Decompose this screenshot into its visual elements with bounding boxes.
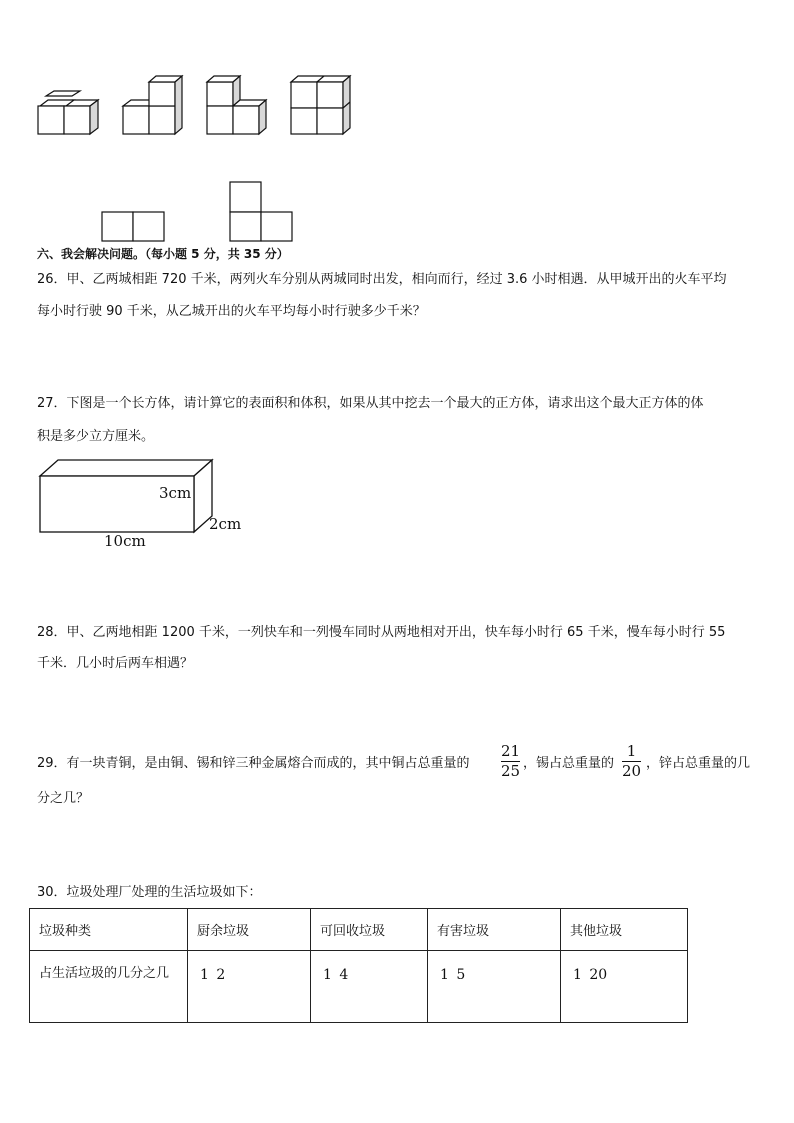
fraction-value	[197, 967, 225, 983]
cube-figures	[30, 72, 360, 142]
cuboid-height-label: 3cm	[159, 484, 192, 502]
table-header-cell: 厨余垃圾	[188, 909, 311, 951]
plane-view-2	[230, 182, 292, 241]
table-cell	[311, 951, 428, 1023]
question-29-part-2: ，锡占总重量的	[523, 756, 615, 771]
question-29-fraction-tin	[622, 744, 641, 779]
question-29-part-1: 29．有一块青铜，是由铜、锡和锌三种金属熔合而成的，其中铜占总重量的	[37, 756, 470, 771]
question-28-line-1: 28．甲、乙两地相距 1200 千米，一列快车和一列慢车同时从两地相对开出，快车每小时行 65 千米，慢车每小时行 55	[37, 625, 726, 640]
plane-view-1	[102, 212, 164, 241]
cuboid-length-label: 10cm	[104, 532, 146, 550]
table-header-cell: 有害垃圾	[428, 909, 561, 951]
garbage-table	[29, 908, 688, 1023]
table-header-cell: 垃圾种类	[30, 909, 188, 951]
fraction-denominator: 20	[589, 967, 608, 983]
question-30-line-1: 30．垃圾处理厂处理的生活垃圾如下：	[37, 885, 262, 900]
question-29-part-3: ，锌占总重量的几	[646, 756, 751, 771]
question-29-fraction-copper	[501, 744, 520, 779]
fraction-numerator: 1	[323, 967, 332, 983]
table-row-label-cell	[30, 951, 188, 1023]
fraction-numerator: 1	[440, 967, 449, 983]
fraction-denominator: 20	[622, 762, 642, 780]
plane-view-figures	[98, 178, 298, 244]
fraction-denominator: 25	[501, 762, 521, 780]
question-27-line-2: 积是多少立方厘米。	[37, 429, 155, 444]
fraction-denominator: 5	[456, 967, 466, 983]
fraction-numerator: 21	[501, 742, 521, 760]
table-header-cell: 其他垃圾	[561, 909, 688, 951]
table-cell	[428, 951, 561, 1023]
fraction-numerator: 1	[626, 742, 637, 760]
question-26-line-2: 每小时行驶 90 千米，从乙城开出的火车平均每小时行驶多少千米？	[37, 304, 426, 319]
fraction-value	[437, 967, 465, 983]
fraction-numerator: 1	[200, 967, 209, 983]
table-cell	[188, 951, 311, 1023]
fraction-denominator: 4	[339, 967, 349, 983]
question-28-line-2: 千米．几小时后两车相遇？	[37, 656, 194, 671]
question-29-line-2: 分之几？	[37, 791, 90, 806]
fraction-denominator: 2	[216, 967, 226, 983]
table-header-cell: 可回收垃圾	[311, 909, 428, 951]
cube-figure-4	[291, 76, 350, 134]
table-header-row	[30, 909, 688, 951]
cuboid-figure	[36, 456, 256, 552]
section-title: 六、我会解决问题。（每小题 5 分，共 35 分）	[37, 247, 289, 261]
fraction-numerator: 1	[573, 967, 582, 983]
cuboid-width-label: 2cm	[209, 515, 242, 533]
question-26-line-1: 26．甲、乙两城相距 720 千米，两列火车分别从两城同时出发，相向而行，经过 3.6 小时相遇．从甲城开出的火车平均	[37, 272, 727, 287]
table-cell	[561, 951, 688, 1023]
table-row-label: 占生活垃圾的几分之几	[39, 966, 170, 981]
table-row	[30, 951, 688, 1023]
fraction-value	[320, 967, 348, 983]
fraction-value	[570, 967, 607, 983]
cube-figure-2	[123, 76, 182, 134]
question-27-line-1: 27．下图是一个长方体，请计算它的表面积和体积，如果从其中挖去一个最大的正方体，请求出这个最大正方体的体	[37, 396, 704, 411]
cube-figure-1	[38, 91, 98, 134]
cube-figure-3	[207, 76, 266, 134]
